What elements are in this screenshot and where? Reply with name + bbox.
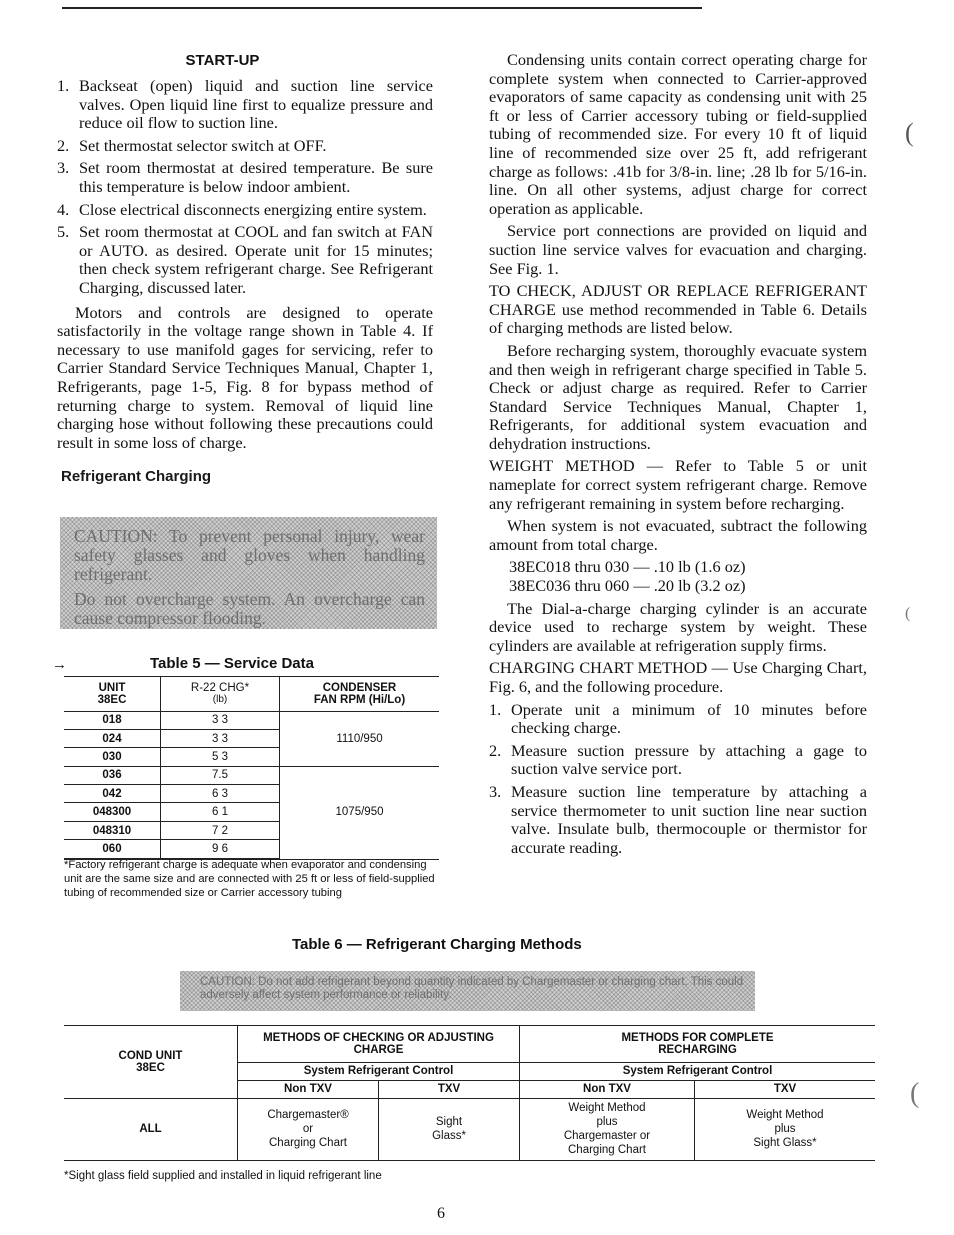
table5-charge-unit: (lb) <box>212 694 228 706</box>
table5 <box>64 676 439 860</box>
table5-fan-header: CONDENSER <box>322 681 397 694</box>
methods-check-header: METHODS OF CHECKING OR ADJUSTING CHARGE <box>263 1031 494 1056</box>
list-item-text: Operate unit a minimum of 10 minutes before checking charge. <box>511 699 867 738</box>
all-label: ALL <box>139 1123 162 1136</box>
table5-unit-cell: 048300 <box>64 803 161 821</box>
list-item-text: Measure suction line temperature by attaching a service thermometer to unit suction line near suction valve. Insulate bulb, thermocouple or thermistor for accurate reading. <box>511 781 867 857</box>
table5-charge-cell: 3 3 <box>161 729 280 747</box>
cell-line: Sight Glass* <box>753 1137 817 1150</box>
table5-fan-subheader: FAN RPM (Hi/Lo) <box>313 693 406 706</box>
right-paragraph-6: When system is not evacuated, subtract the following amount from total charge. <box>489 516 867 554</box>
subtract-line-2: 38EC036 thru 060 — .20 lb (3.2 oz) <box>509 576 746 596</box>
margin-mark-1: ( <box>905 118 914 147</box>
margin-mark-3: ( <box>910 1078 920 1109</box>
motors-paragraph: Motors and controls are designed to operate satisfactorily in the voltage range shown in Table 4. If necessary to use manifold gages for servicing, refer to Carrier Standard Service Techniques Manual, Chapter 1, Refrigerants, page 1-5, Fig. 8 for bypass method of returning charge to system. Removal of liquid line charging hose without following these precautions could result in some loss of charge. <box>57 302 433 452</box>
right-paragraph-7: The Dial-a-charge charging cylinder is an accurate device used to recharge system by weight. These cylinders are available at refrigeration supply firms. <box>489 598 867 655</box>
list-item <box>57 223 433 297</box>
revision-arrow: → <box>52 657 67 673</box>
cell-line: Chargemaster or <box>563 1130 651 1143</box>
list-item <box>489 742 867 779</box>
table-row <box>64 711 439 729</box>
table5-charge-cell: 5 3 <box>161 748 280 766</box>
table5-charge-cell: 7.5 <box>161 766 280 784</box>
table5-charge-cell: 3 3 <box>161 711 280 729</box>
system-control-header-2: System Refrigerant Control <box>520 1062 876 1080</box>
list-item <box>489 783 867 857</box>
right-paragraph-4: Before recharging system, thoroughly evacuate system and then weigh in refrigerant charge specified in Table 5. Check or adjust charge as required. Refer to Carrier Standard Service Techniques Manual, Chapter 1, Refrigerants, for additional system evacuation and dehydration instructions. <box>489 340 867 453</box>
list-item <box>57 201 433 220</box>
system-control-header-1: System Refrigerant Control <box>238 1062 520 1080</box>
cond-unit-label: COND UNIT <box>118 1049 183 1062</box>
cell-chargemaster <box>238 1098 379 1160</box>
list-item-number: 3. <box>489 781 502 801</box>
txv-header-1: TXV <box>379 1080 520 1098</box>
table5-charge-cell: 9 6 <box>161 840 280 858</box>
caution-text-1: CAUTION: To prevent personal injury, wear safety glasses and gloves when handling refrigerant. <box>74 526 425 584</box>
list-item-number: 1. <box>57 76 70 95</box>
right-paragraph-3: TO CHECK, ADJUST OR REPLACE REFRIGERANT CHARGE use method recommended in Table 6. Details of charging methods are listed below. <box>489 281 867 338</box>
table5-unit-cell: 042 <box>64 785 161 803</box>
non-txv-header-2: Non TXV <box>520 1080 695 1098</box>
cell-line: Weight Method <box>568 1102 646 1115</box>
subtract-line-1: 38EC018 thru 030 — .10 lb (1.6 oz) <box>509 557 746 577</box>
cell-sight-glass <box>379 1098 520 1160</box>
table5-fan-cell: 1075/950 <box>335 806 384 819</box>
table6 <box>64 1025 875 1161</box>
table5-unit-cell: 048310 <box>64 821 161 839</box>
cond-unit-model: 38EC <box>136 1061 165 1074</box>
list-item-text: Measure suction pressure by attaching a gage to suction valve service port. <box>511 740 867 779</box>
list-item-number: 4. <box>57 199 70 219</box>
table6-caution-text: CAUTION: Do not add refrigerant beyond quantity indicated by Chargemaster or charging chart. This could adversely affect system performance or reliability. <box>200 976 744 1001</box>
startup-heading: START-UP <box>185 52 260 69</box>
cell-weight-sight-glass <box>695 1098 876 1160</box>
page-number: 6 <box>437 1205 445 1222</box>
list-item-number: 5. <box>57 222 70 242</box>
methods-complete-header: METHODS FOR COMPLETE RECHARGING <box>621 1031 774 1056</box>
charging-chart-steps <box>489 701 867 858</box>
table5-unit-cell: 018 <box>64 711 161 729</box>
cell-line: Sight <box>435 1116 463 1129</box>
table5-charge-cell: 6 1 <box>161 803 280 821</box>
caution-box-1 <box>60 517 437 629</box>
table6-title: Table 6 — Refrigerant Charging Methods <box>292 936 582 953</box>
table5-unit-header: UNIT <box>98 681 126 694</box>
table5-charge-cell: 6 3 <box>161 785 280 803</box>
cell-line: plus <box>774 1123 796 1136</box>
refrigerant-charging-heading: Refrigerant Charging <box>61 468 212 486</box>
list-item-text: Set room thermostat at desired temperature. Be sure this temperature is below indoor ambient. <box>79 158 433 196</box>
list-item-text: Set thermostat selector switch at OFF. <box>79 135 327 155</box>
list-item-number: 3. <box>57 158 70 178</box>
list-item-text: Backseat (open) liquid and suction line service valves. Open liquid line first to equalize pressure and reduce oil flow to suction line. <box>79 76 433 133</box>
list-item <box>57 137 433 156</box>
list-item <box>489 701 867 738</box>
table5-charge-cell: 7 2 <box>161 821 280 839</box>
startup-steps <box>57 77 433 298</box>
cell-line: Chargemaster® <box>267 1109 349 1122</box>
table5-unit-cell: 030 <box>64 748 161 766</box>
cell-weight-chargemaster <box>520 1098 695 1160</box>
cell-line: Weight Method <box>746 1109 824 1122</box>
table5-fan-cell: 1110/950 <box>280 711 440 766</box>
table5-unit-cell: 060 <box>64 840 161 858</box>
right-paragraph-2: Service port connections are provided on liquid and suction line service valves for evacuation and charging. See Fig. 1. <box>489 221 867 278</box>
table5-unit-cell: 036 <box>64 766 161 784</box>
list-item-text: Set room thermostat at COOL and fan switch at FAN or AUTO. as desired. Operate unit for 15 minutes; then check system refrigerant charge. See Refrigerant Charging, discussed later. <box>79 222 433 297</box>
cell-line: Glass* <box>432 1130 466 1143</box>
cell-line: Charging Chart <box>269 1137 347 1150</box>
table5-footnote: *Factory refrigerant charge is adequate when evaporator and condensing unit are the same size and are connected with 25 ft or less of field-supplied tubing of recommended size or Carrier accessory tubing <box>64 859 435 899</box>
top-rule <box>62 7 702 9</box>
right-paragraph-1: Condensing units contain correct operating charge for complete system when connected to Carrier-approved evaporators of same capacity as condensing unit with 25 ft or less of Carrier accessory tubing or field-supplied tubing of recommended size. For every 10 ft of liquid line of recommended size over 25 ft, add refrigerant charge as follows: .41b for 3/8-in. line; .28 lb for 5/16-in. line. On all other systems, adjust charge for correct operation as applicable. <box>489 50 867 218</box>
cell-line: plus <box>596 1116 618 1129</box>
right-paragraph-5: WEIGHT METHOD — Refer to Table 5 or unit nameplate for correct system refrigerant charge. Remove any refrigerant remaining in system before recharging. <box>489 456 867 513</box>
list-item-number: 1. <box>489 699 502 719</box>
caution-text-2: Do not overcharge system. An overcharge can cause compressor flooding. <box>74 589 425 628</box>
table6-footnote: *Sight glass field supplied and installed in liquid refrigerant line <box>64 1170 382 1182</box>
table5-title: Table 5 — Service Data <box>150 655 314 672</box>
txv-header-2: TXV <box>695 1080 876 1098</box>
right-paragraph-8: CHARGING CHART METHOD — Use Charging Chart, Fig. 6, and the following procedure. <box>489 658 867 696</box>
table6-caution-box <box>180 971 755 1011</box>
list-item-number: 2. <box>57 135 70 155</box>
right-column <box>489 51 867 857</box>
margin-mark-2: ( <box>905 605 911 622</box>
non-txv-header-1: Non TXV <box>238 1080 379 1098</box>
list-item-text: Close electrical disconnects energizing entire system. <box>79 199 427 219</box>
left-column <box>57 52 433 485</box>
table5-unit-subheader: 38EC <box>97 693 127 706</box>
cell-line: or <box>302 1123 314 1136</box>
table5-unit-cell: 024 <box>64 729 161 747</box>
cell-line: Charging Chart <box>568 1144 646 1157</box>
table-row <box>64 766 439 784</box>
table5-charge-header: R-22 CHG* <box>190 682 250 695</box>
list-item-number: 2. <box>489 740 502 760</box>
list-item <box>57 159 433 196</box>
list-item <box>57 77 433 133</box>
